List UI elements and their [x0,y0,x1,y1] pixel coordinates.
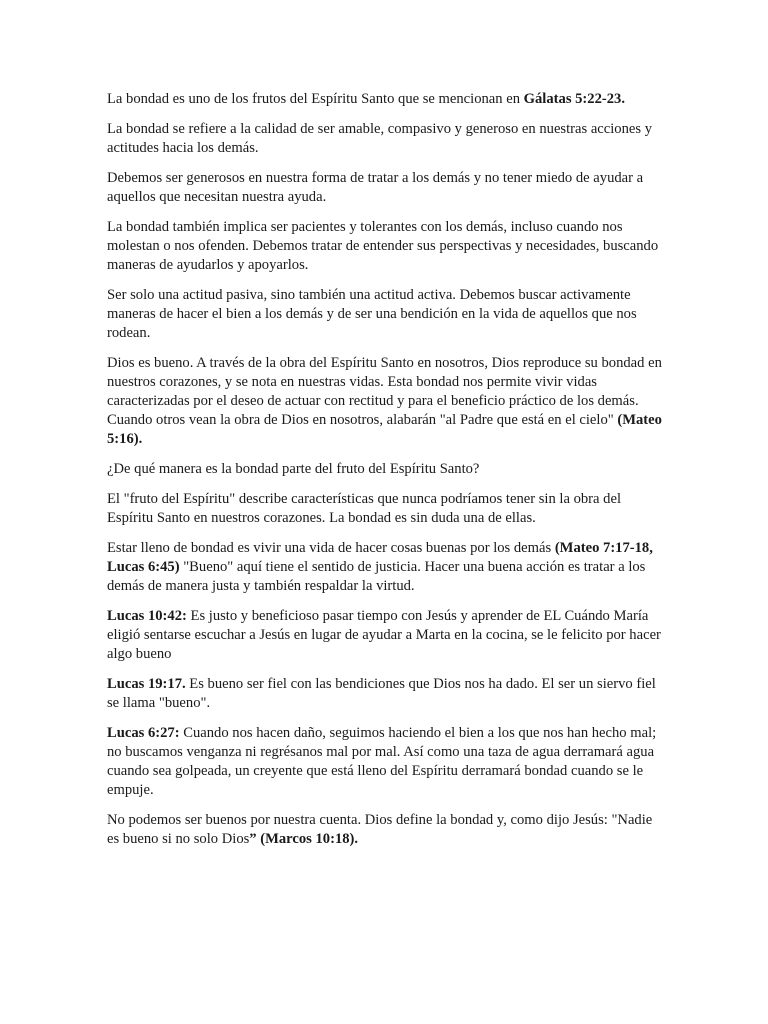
bible-reference: Lucas 19:17. [107,676,186,692]
document-body [107,90,667,860]
bible-reference: Lucas 6:27: [107,725,180,741]
paragraph-text: La bondad es uno de los frutos del Espíritu Santo que se mencionan en [107,91,524,107]
bible-reference: Lucas 10:42: [107,608,187,624]
paragraph [107,286,667,343]
paragraph [107,811,667,849]
paragraph-text: ¿De qué manera es la bondad parte del fruto del Espíritu Santo? [107,461,480,477]
paragraph [107,724,667,800]
paragraph [107,675,667,713]
bible-reference: Gálatas 5:22-23. [523,91,625,107]
paragraph-text: Es bueno ser fiel con las bendiciones que Dios nos ha dado. El ser un siervo fiel se llama "bueno". [107,676,656,711]
paragraph-text: Cuando nos hacen daño, seguimos haciendo el bien a los que nos han hecho mal; no buscamos venganza ni regrésanos mal por mal. Así como una taza de agua derramará agua cuando sea golpeada, un creyente que está lleno del Espíritu derramará bondad cuando se le empuje. [107,725,657,798]
paragraph [107,607,667,664]
paragraph [107,354,667,449]
paragraph-text: La bondad se refiere a la calidad de ser amable, compasivo y generoso en nuestras acciones y actitudes hacia los demás. [107,121,653,156]
paragraph [107,169,667,207]
paragraph-text: Es justo y beneficioso pasar tiempo con Jesús y aprender de EL Cuándo María eligió sentarse escuchar a Jesús en lugar de ayudar a Marta en la cocina, se le felicito por hacer algo bueno [107,608,661,662]
paragraph-text: "Bueno" aquí tiene el sentido de justicia. Hacer una buena acción es tratar a los demás de manera justa y también respaldar la virtud. [107,559,646,594]
paragraph-text: Ser solo una actitud pasiva, sino también una actitud activa. Debemos buscar activamente maneras de hacer el bien a los demás y de ser una bendición en la vida de aquellos que nos rodean. [107,287,637,341]
paragraph [107,218,667,275]
paragraph-text: No podemos ser buenos por nuestra cuenta. Dios define la bondad y, como dijo Jesús: "Nadie es bueno si no solo Dios [107,812,653,847]
bible-reference: (Mateo 7:17-18, Lucas 6:45) [107,540,653,575]
paragraph [107,460,667,479]
paragraph-text: Estar lleno de bondad es vivir una vida de hacer cosas buenas por los demás [107,540,555,556]
paragraph-text: La bondad también implica ser pacientes y tolerantes con los demás, incluso cuando nos molestan o nos ofenden. Debemos tratar de entender sus perspectivas y necesidades, buscando maneras de ayudarlos y apoyarlos. [107,219,659,273]
paragraph-text: Dios es bueno. A través de la obra del Espíritu Santo en nosotros, Dios reproduce su bondad en nuestros corazones, y se nota en nuestras vidas. Esta bondad nos permite vivir vidas caracterizadas por el deseo de actuar con rectitud y para el beneficio práctico de los demás. Cuando otros vean la obra de Dios en nosotros, alabarán "al Padre que está en el cielo" [107,355,662,428]
paragraph [107,539,667,596]
bible-reference: (Mateo 5:16). [107,412,662,447]
paragraph-text: El "fruto del Espíritu" describe características que nunca podríamos tener sin la obra del Espíritu Santo en nuestros corazones. La bondad es sin duda una de ellas. [107,491,621,526]
paragraph [107,490,667,528]
paragraph [107,120,667,158]
paragraph [107,90,667,109]
bible-reference: ” (Marcos 10:18). [249,831,359,847]
paragraph-text: Debemos ser generosos en nuestra forma de tratar a los demás y no tener miedo de ayudar a aquellos que necesitan nuestra ayuda. [107,170,644,205]
